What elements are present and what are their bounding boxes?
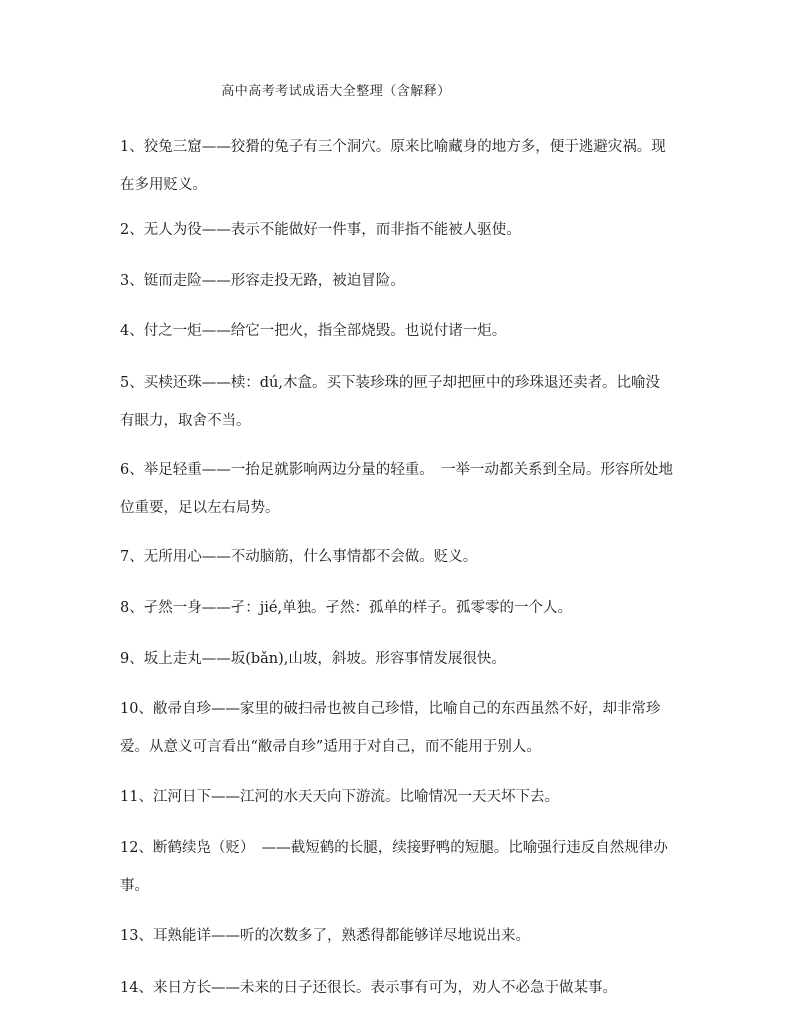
entry-line: 7、无所用心——不动脑筋，什么事情都不会做。贬义。	[120, 549, 478, 565]
entry-line: 14、来日方长——未来的日子还很长。表示事有可为，劝人不必急于做某事。	[120, 980, 617, 996]
entry-line: 9、坂上走丸——坂(bǎn),山坡，斜坡。形容事情发展很快。	[120, 651, 506, 667]
idiom-entry-3	[120, 262, 690, 300]
entry-line: 有眼力，取舍不当。	[120, 413, 251, 429]
entry-line: 8、孑然一身——孑：jié,单独。孑然：孤单的样子。孤零零的一个人。	[120, 600, 573, 616]
entry-line: 爱。从意义可言看出“敝帚自珍”适用于对自己，而不能用于别人。	[120, 739, 541, 755]
idiom-entry-13	[120, 917, 690, 955]
entry-line: 事。	[120, 878, 149, 894]
entry-line: 11、江河日下——江河的水天天向下游流。比喻情况一天天坏下去。	[120, 789, 559, 805]
entry-line: 5、买椟还珠——椟：dú,木盒。买下装珍珠的匣子却把匣中的珍珠退还卖者。比喻没	[120, 375, 660, 391]
entry-line: 3、铤而走险——形容走投无路，被迫冒险。	[120, 273, 405, 289]
entry-line: 10、敝帚自珍——家里的破扫帚也被自己珍惜，比喻自己的东西虽然不好，却非常珍	[120, 701, 661, 717]
idiom-entry-9	[120, 640, 690, 678]
idiom-entry-1	[120, 128, 690, 204]
entry-line: 2、无人为役——表示不能做好一件事，而非指不能被人驱使。	[120, 222, 521, 238]
entry-line: 在多用贬义。	[120, 177, 207, 193]
entry-line: 12、断鹤续凫（贬） ——截短鹤的长腿，续接野鸭的短腿。比喻强行违反自然规律办	[120, 840, 668, 856]
entry-line: 13、耳熟能详——听的次数多了，熟悉得都能够详尽地说出来。	[120, 928, 530, 944]
entry-line: 6、举足轻重——一抬足就影响两边分量的轻重。 一举一动都关系到全局。形容所处地	[120, 462, 673, 478]
idiom-entry-10	[120, 690, 690, 766]
entry-line: 1、狡兔三窟——狡猾的兔子有三个洞穴。原来比喻藏身的地方多，便于逃避灾祸。现	[120, 139, 666, 155]
idiom-entry-11	[120, 778, 690, 816]
idiom-entry-6	[120, 451, 690, 527]
idiom-entry-4	[120, 312, 690, 350]
idiom-entry-5	[120, 364, 690, 440]
idiom-entry-7	[120, 538, 690, 576]
idiom-entry-2	[120, 211, 690, 249]
document-title: 高中高考考试成语大全整理（含解释）	[221, 84, 451, 99]
idiom-entry-12	[120, 829, 690, 905]
idiom-entry-14	[120, 969, 690, 1007]
entry-line: 位重要，足以左右局势。	[120, 500, 280, 516]
entry-line: 4、付之一炬——给它一把火，指全部烧毁。也说付诸一炬。	[120, 323, 507, 339]
idiom-entry-8	[120, 589, 690, 627]
